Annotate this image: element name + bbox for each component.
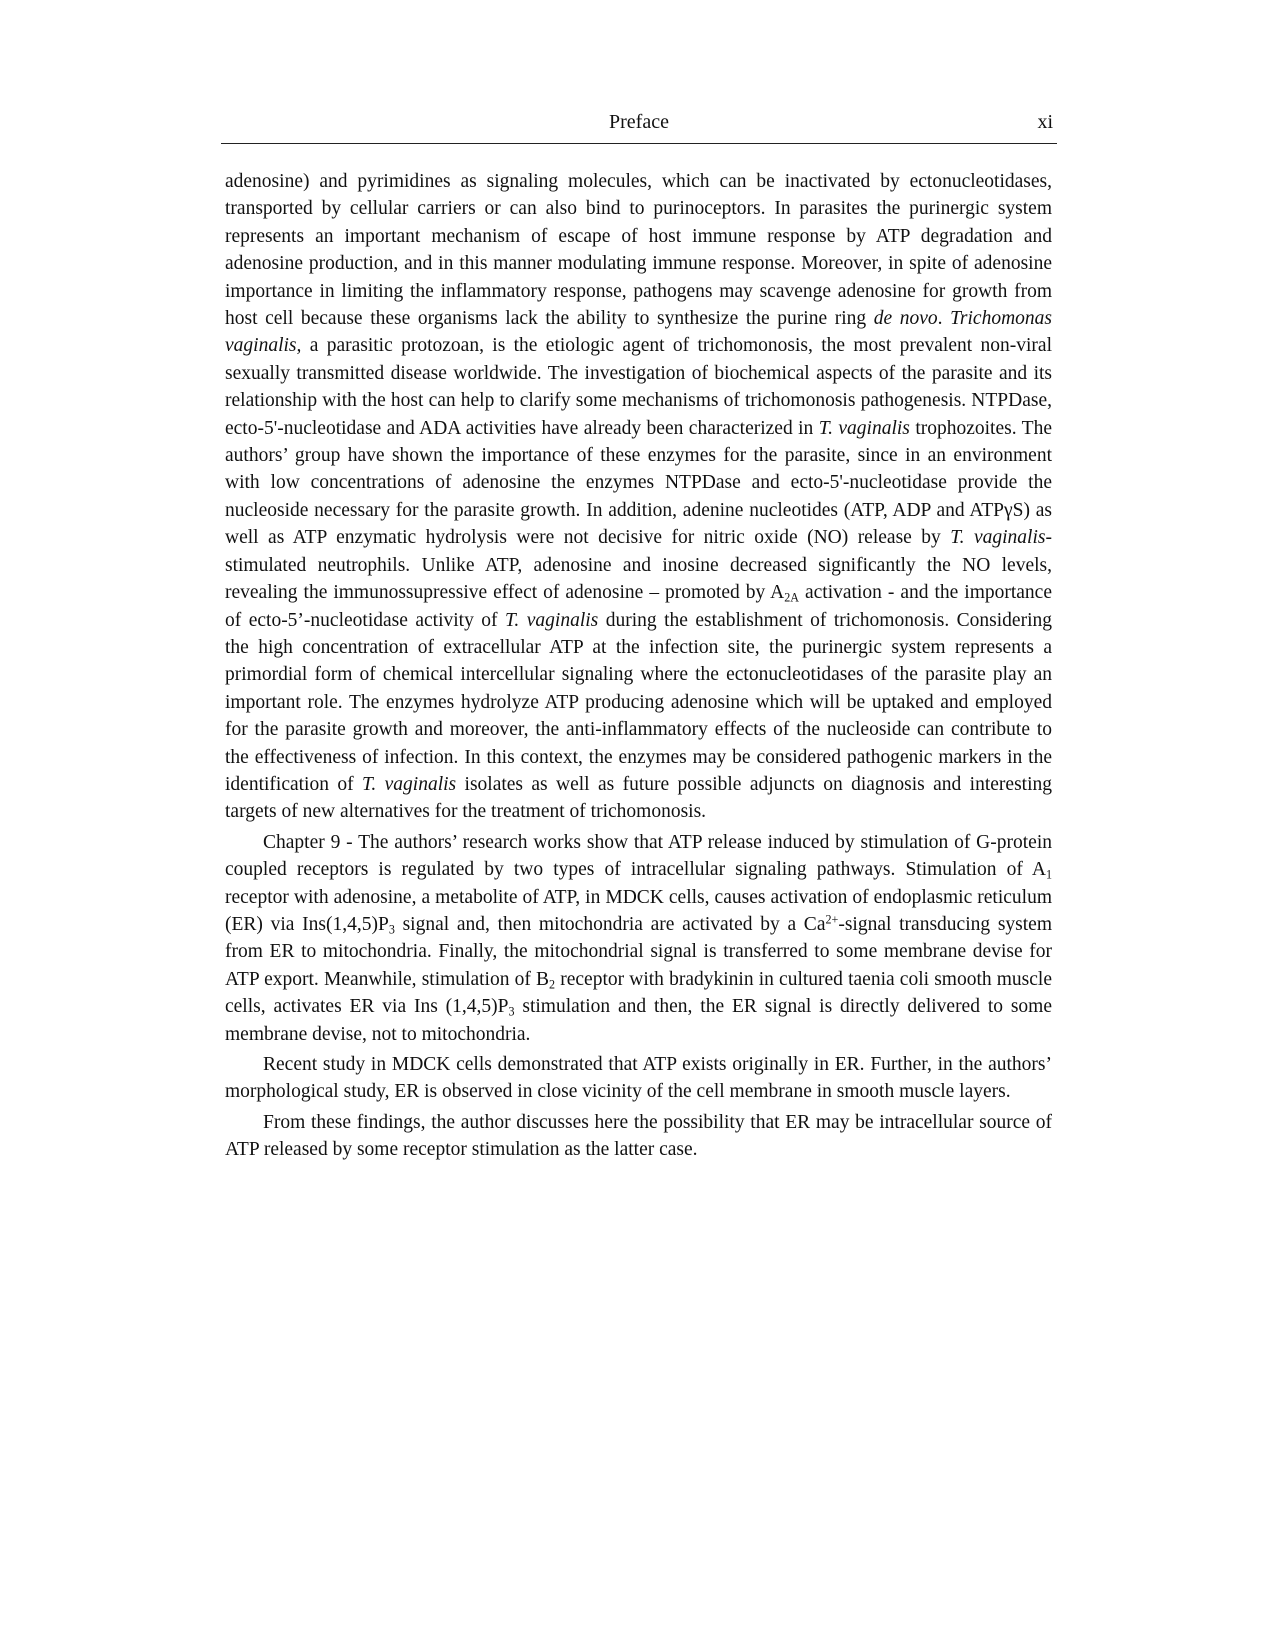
text-segment: From these findings, the author discusses here the possibility that ER may be intracellular source of ATP released by some receptor stimulation as the latter case. bbox=[225, 1111, 1052, 1161]
italic-text: T. vaginalis bbox=[818, 417, 910, 439]
text-segment: activation - and the importance of ecto-5’-nucleotidase activity of bbox=[225, 582, 1052, 631]
italic-text: T. vaginalis bbox=[361, 773, 457, 795]
text-segment: receptor with adenosine, a metabolite of ATP, in MDCK cells, causes activation of endoplasmic reticulum (ER) via Ins(1,4,5)P bbox=[225, 886, 1052, 935]
page-header bbox=[221, 108, 1057, 144]
subscript-text: 2A bbox=[784, 590, 800, 605]
subscript-text: 2 bbox=[549, 977, 556, 992]
paragraph bbox=[225, 168, 1052, 826]
text-segment: -signal transducing system from ER to mitochondria. Finally, the mitochondrial signal is transferred to some membrane devise for ATP export. Meanwhile, stimulation of B bbox=[225, 913, 1052, 990]
text-segment: stimulation and then, the ER signal is directly delivered to some membrane devise, not to mitochondria. bbox=[225, 996, 1052, 1045]
superscript-text: 2+ bbox=[825, 912, 839, 927]
text-segment: during the establishment of trichomonosis. Considering the high concentration of extracellular ATP at the infection site, the purinergic system represents a primordial form of chemical intercellular signaling where the ectonucleotidases of the parasite play an important role. The enzymes hydrolyze ATP producing adenosine which will be uptaked and employed for the parasite growth and moreover, the anti-inflammatory effects of the nucleoside can contribute to the effectiveness of infection. In this context, the enzymes may be considered pathogenic markers in the identification of bbox=[225, 609, 1052, 795]
paragraph bbox=[225, 829, 1052, 1048]
body-text bbox=[225, 168, 1052, 1164]
text-segment: a parasitic protozoan, is the etiologic agent of trichomonosis, the most prevalent non-viral sexually transmitted disease worldwide. The investigation of biochemical aspects of the parasite and its relationship with the host can help to clarify some mechanisms of trichomonosis pathogenesis. NTPDase, ecto-5'-nucleotidase and ADA activities have already been characterized in bbox=[225, 335, 1052, 439]
italic-text: Trichomonas vaginalis, bbox=[225, 308, 1052, 357]
text-segment: -stimulated neutrophils. Unlike ATP, adenosine and inosine decreased significantly the NO levels, revealing the immunossupressive effect of adenosine – promoted by A bbox=[225, 527, 1052, 604]
page-number: xi bbox=[1037, 111, 1053, 133]
running-header-title: Preface bbox=[609, 111, 669, 133]
italic-text: T. vaginalis bbox=[505, 609, 599, 631]
paragraph bbox=[225, 1051, 1052, 1106]
italic-text: T. vaginalis bbox=[950, 527, 1046, 549]
text-segment: Chapter 9 - The authors’ research works show that ATP release induced by stimulation of G-protein coupled receptors is regulated by two types of intracellular signaling pathways. Stimulation of A bbox=[225, 831, 1052, 881]
italic-text: de novo bbox=[873, 308, 938, 330]
text-segment: isolates as well as future possible adjuncts on diagnosis and interesting targets of new alternatives for the treatment of trichomonosis. bbox=[225, 773, 1052, 823]
text-segment: adenosine) and pyrimidines as signaling molecules, which can be inactivated by ectonucleotidases, transported by cellular carriers or can also bind to purinoceptors. In parasites the purinergic system represents an important mechanism of escape of host immune response by ATP degradation and adenosine production, and in this manner modulating immune response. Moreover, in spite of adenosine importance in limiting the inflammatory response, pathogens may scavenge adenosine for growth from host cell because these organisms lack the ability to synthesize the purine ring bbox=[225, 171, 1052, 330]
text-segment: receptor with bradykinin in cultured taenia coli smooth muscle cells, activates ER via Ins (1,4,5)P bbox=[225, 968, 1053, 1018]
subscript-text: 3 bbox=[508, 1004, 515, 1019]
paragraph bbox=[225, 1109, 1052, 1164]
text-segment: . bbox=[937, 308, 951, 330]
subscript-text: 1 bbox=[1045, 867, 1052, 882]
subscript-text: 3 bbox=[388, 922, 395, 937]
text-segment: signal and, then mitochondria are activated by a Ca bbox=[394, 913, 826, 935]
text-segment: Recent study in MDCK cells demonstrated that ATP exists originally in ER. Further, in the authors’ morphological study, ER is observed in close vicinity of the cell membrane in smooth muscle layers. bbox=[225, 1054, 1052, 1103]
text-segment: trophozoites. The authors’ group have shown the importance of these enzymes for the parasite, since in an environment with low concentrations of adenosine the enzymes NTPDase and ecto-5'-nucleotidase provide the nucleoside necessary for the parasite growth. In addition, adenine nucleotides (ATP, ADP and ATPγS) as well as ATP enzymatic hydrolysis were not decisive for nitric oxide (NO) release by bbox=[225, 417, 1052, 549]
